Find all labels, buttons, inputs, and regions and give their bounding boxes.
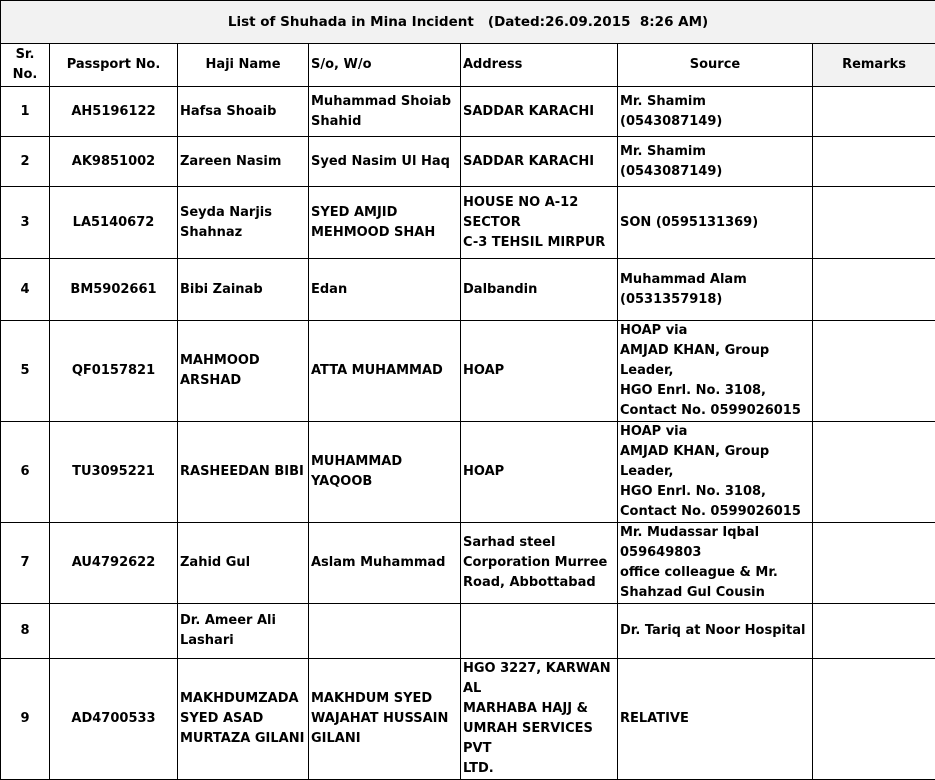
cell-address: SADDAR KARACHI	[461, 137, 618, 187]
cell-remarks	[813, 187, 935, 259]
cell-passport-no: AU4792622	[50, 523, 178, 604]
cell-relation: Muhammad Shoiab Shahid	[309, 87, 461, 137]
cell-sr-no: 6	[1, 422, 50, 523]
cell-source: SON (0595131369)	[618, 187, 813, 259]
cell-passport-no: AH5196122	[50, 87, 178, 137]
cell-relation: SYED AMJID MEHMOOD SHAH	[309, 187, 461, 259]
table-row	[1, 137, 935, 187]
cell-passport-no: TU3095221	[50, 422, 178, 523]
cell-address: Sarhad steel Corporation Murree Road, Abbottabad	[461, 523, 618, 604]
header-passport-no: Passport No.	[50, 44, 178, 87]
cell-source: Dr. Tariq at Noor Hospital	[618, 604, 813, 659]
header-sr-no: Sr. No.	[1, 44, 50, 87]
cell-address: Dalbandin	[461, 259, 618, 321]
cell-haji-name: MAKHDUMZADA SYED ASAD MURTAZA GILANI	[178, 659, 309, 780]
cell-relation: Edan	[309, 259, 461, 321]
table-row	[1, 659, 935, 780]
table-row	[1, 259, 935, 321]
title-row	[1, 1, 935, 44]
cell-passport-no: AK9851002	[50, 137, 178, 187]
cell-haji-name: Zareen Nasim	[178, 137, 309, 187]
cell-remarks	[813, 87, 935, 137]
cell-source: HOAP via AMJAD KHAN, Group Leader, HGO Enrl. No. 3108, Contact No. 0599026015	[618, 321, 813, 422]
cell-address	[461, 604, 618, 659]
cell-haji-name: Hafsa Shoaib	[178, 87, 309, 137]
cell-haji-name: Zahid Gul	[178, 523, 309, 604]
cell-haji-name: Dr. Ameer Ali Lashari	[178, 604, 309, 659]
cell-source: Muhammad Alam (0531357918)	[618, 259, 813, 321]
cell-address: HOAP	[461, 422, 618, 523]
cell-sr-no: 8	[1, 604, 50, 659]
table-row	[1, 523, 935, 604]
cell-source: Mr. Mudassar Iqbal 059649803 office colleague & Mr. Shahzad Gul Cousin	[618, 523, 813, 604]
table-row	[1, 321, 935, 422]
cell-haji-name: Bibi Zainab	[178, 259, 309, 321]
cell-sr-no: 1	[1, 87, 50, 137]
cell-remarks	[813, 523, 935, 604]
cell-remarks	[813, 422, 935, 523]
cell-haji-name: RASHEEDAN BIBI	[178, 422, 309, 523]
table-row	[1, 187, 935, 259]
cell-remarks	[813, 659, 935, 780]
cell-sr-no: 7	[1, 523, 50, 604]
header-haji-name: Haji Name	[178, 44, 309, 87]
cell-sr-no: 5	[1, 321, 50, 422]
cell-source: HOAP via AMJAD KHAN, Group Leader, HGO Enrl. No. 3108, Contact No. 0599026015	[618, 422, 813, 523]
table-row	[1, 87, 935, 137]
table-row	[1, 604, 935, 659]
header-source: Source	[618, 44, 813, 87]
cell-passport-no: AD4700533	[50, 659, 178, 780]
cell-haji-name: Seyda Narjis Shahnaz	[178, 187, 309, 259]
cell-passport-no: BM5902661	[50, 259, 178, 321]
cell-haji-name: MAHMOOD ARSHAD	[178, 321, 309, 422]
cell-remarks	[813, 321, 935, 422]
cell-sr-no: 9	[1, 659, 50, 780]
cell-relation: MAKHDUM SYED WAJAHAT HUSSAIN GILANI	[309, 659, 461, 780]
cell-relation: Aslam Muhammad	[309, 523, 461, 604]
cell-address: HOAP	[461, 321, 618, 422]
cell-relation: MUHAMMAD YAQOOB	[309, 422, 461, 523]
cell-sr-no: 3	[1, 187, 50, 259]
cell-passport-no	[50, 604, 178, 659]
cell-address: HGO 3227, KARWAN AL MARHABA HAJJ & UMRAH SERVICES PVT LTD.	[461, 659, 618, 780]
header-relation: S/o, W/o	[309, 44, 461, 87]
cell-sr-no: 2	[1, 137, 50, 187]
table-title: List of Shuhada in Mina Incident (Dated:26.09.2015 8:26 AM)	[1, 1, 935, 44]
cell-passport-no: LA5140672	[50, 187, 178, 259]
header-remarks: Remarks	[813, 44, 935, 87]
cell-remarks	[813, 259, 935, 321]
cell-relation: Syed Nasim Ul Haq	[309, 137, 461, 187]
cell-relation	[309, 604, 461, 659]
cell-sr-no: 4	[1, 259, 50, 321]
cell-relation: ATTA MUHAMMAD	[309, 321, 461, 422]
cell-address: HOUSE NO A-12 SECTOR C-3 TEHSIL MIRPUR	[461, 187, 618, 259]
cell-source: Mr. Shamim (0543087149)	[618, 137, 813, 187]
cell-remarks	[813, 137, 935, 187]
cell-address: SADDAR KARACHI	[461, 87, 618, 137]
cell-source: RELATIVE	[618, 659, 813, 780]
cell-source: Mr. Shamim (0543087149)	[618, 87, 813, 137]
cell-remarks	[813, 604, 935, 659]
header-row	[1, 44, 935, 87]
header-address: Address	[461, 44, 618, 87]
table-row	[1, 422, 935, 523]
cell-passport-no: QF0157821	[50, 321, 178, 422]
